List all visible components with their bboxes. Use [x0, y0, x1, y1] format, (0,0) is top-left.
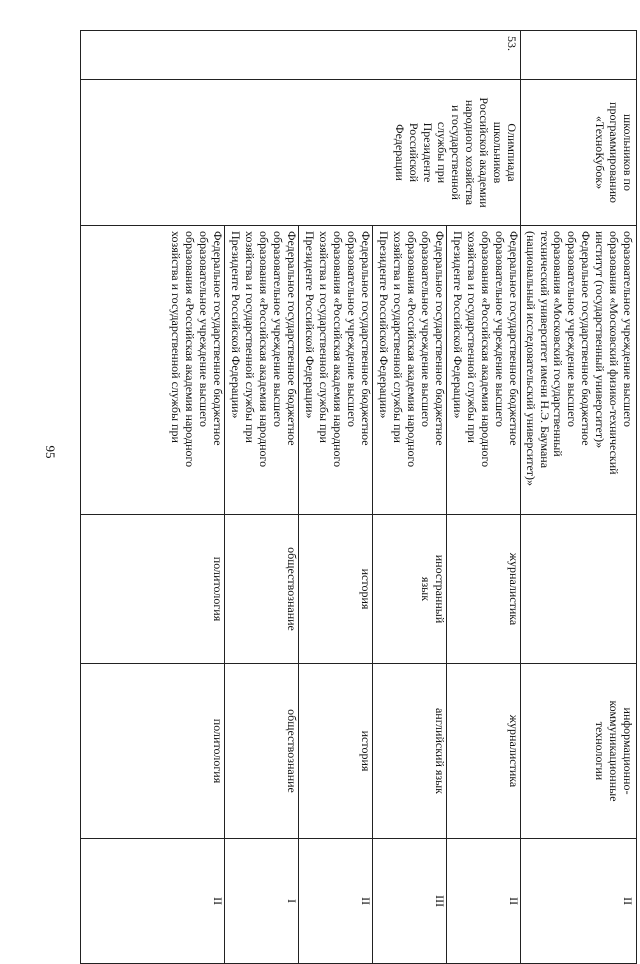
subject-item: история	[298, 664, 372, 838]
number-cell	[520, 31, 636, 80]
table-row	[81, 31, 521, 964]
level-cell: II	[520, 839, 636, 964]
organization-cell: образовательное учреждение высшего образования «Московский физико-технический институт (государственный университет)» Федеральное государственное бюджетное образовательное учреждение высшего образования «Московский государственный технический университет имени Н.Э. Баумана (национальный исследовательский университет)»	[520, 226, 636, 515]
level-item: II	[446, 839, 520, 963]
subject-item: английский язык	[372, 664, 446, 838]
profile-cell	[520, 515, 636, 664]
profile-item: обществознание	[224, 515, 298, 663]
profile-list-cell	[81, 515, 521, 664]
subject-item: политология	[210, 718, 225, 784]
profile-item: журналистика	[446, 515, 520, 663]
profile-item: политология	[210, 556, 225, 622]
level-item: III	[372, 839, 446, 963]
organization-item: Федеральное государственное бюджетное образовательное учреждение высшего образования «Российская академия народного хозяйства и государственной службы при Президенте Российской Федерации»	[298, 226, 372, 514]
olympiad-name-cell: школьников по программированию «ТехноКубок»	[520, 80, 636, 226]
subject-item: обществознание	[224, 664, 298, 838]
level-list-cell	[81, 839, 521, 964]
level-item: II	[298, 839, 372, 963]
profile-item: иностранный язык	[372, 515, 446, 663]
organization-item: Федеральное государственное бюджетное образовательное учреждение высшего образования «Российская академия народного хозяйства и государственной службы при	[169, 231, 225, 468]
organization-item: Федеральное государственное бюджетное образовательное учреждение высшего образования «Российская академия народного хозяйства и государственной службы при Президенте Российской Федерации»	[372, 226, 446, 514]
level-item: I	[224, 839, 298, 963]
number-cell: 53.	[81, 31, 521, 80]
olympiad-table	[80, 30, 637, 964]
organization-item: Федеральное государственное бюджетное образовательное учреждение высшего образования «Российская академия народного хозяйства и государственной службы при Президенте Российской Федерации»	[224, 226, 298, 514]
subject-list-cell	[81, 664, 521, 839]
table-row	[520, 31, 636, 964]
olympiad-name-cell: Олимпиада школьников Российской академии народного хозяйства и государственной службы при Президенте Российской Федерации	[81, 80, 521, 226]
rotated-table-container	[80, 30, 637, 907]
organization-list-cell	[81, 226, 521, 515]
level-item: II	[210, 897, 225, 905]
subject-item: журналистика	[446, 664, 520, 838]
organization-item: Федеральное государственное бюджетное образовательное учреждение высшего образования «Российская академия народного хозяйства и государственной службы при Президенте Российской Федерации»	[446, 226, 520, 514]
profile-item: история	[298, 515, 372, 663]
subject-cell: информационно- коммуникационные технологии	[520, 664, 636, 839]
page-number: 95	[43, 445, 58, 459]
